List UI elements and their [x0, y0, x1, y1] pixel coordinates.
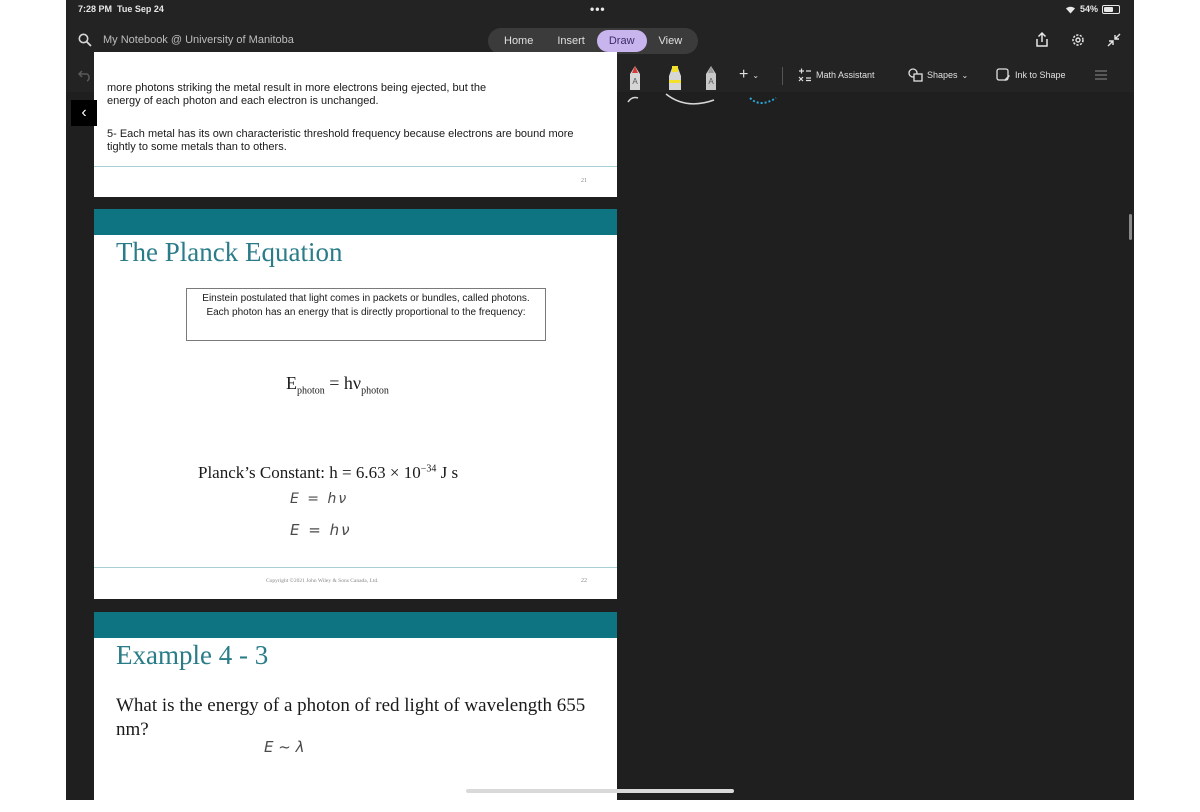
- tab-home[interactable]: Home: [504, 35, 534, 47]
- slide-header-bar: [94, 612, 617, 638]
- ink-to-shape-label: Ink to Shape: [1015, 70, 1066, 80]
- math-assistant-label: Math Assistant: [816, 70, 875, 80]
- wifi-icon: [1065, 5, 1076, 14]
- shapes-label: Shapes: [927, 70, 958, 80]
- share-icon[interactable]: [1034, 32, 1050, 48]
- slide-23: [94, 612, 617, 812]
- slide-copyright: Copyright ©2021 John Wiley & Sons Canada, Ltd.: [266, 578, 379, 584]
- example-question: What is the energy of a photon of red light of wavelength 655 nm?: [116, 695, 586, 740]
- svg-text:A: A: [708, 77, 714, 86]
- math-icon: [798, 68, 812, 82]
- slide-title: Example 4 - 3: [116, 640, 269, 670]
- pen-gray-tool[interactable]: [704, 60, 718, 90]
- status-time: 7:28 PM Tue Sep 24: [78, 4, 164, 14]
- back-button[interactable]: [71, 100, 97, 126]
- notebook-name[interactable]: My Notebook @ University of Manitoba: [103, 34, 294, 46]
- add-pen-button[interactable]: [739, 66, 759, 84]
- slide-title: The Planck Equation: [116, 237, 343, 267]
- slide-page-number: 21: [581, 178, 587, 184]
- slide-header-bar: [94, 209, 617, 235]
- status-right: [1065, 4, 1120, 14]
- slide-22: [94, 209, 617, 599]
- shapes-icon: [908, 68, 923, 82]
- scroll-handle[interactable]: [1129, 214, 1132, 240]
- battery-percent: 54%: [1079, 4, 1098, 14]
- chevron-down-icon: ⌄: [752, 70, 760, 80]
- ink-note-3: E ~ λ: [264, 738, 305, 756]
- planck-constant: Planck’s Constant: $h = 6.63 \times 10^{-34}$ J s: [198, 463, 459, 482]
- settings-icon[interactable]: [1070, 32, 1086, 48]
- slide-rule: [94, 567, 617, 568]
- battery-icon: [1102, 5, 1120, 14]
- slide-page-number: 22: [581, 578, 587, 584]
- page-canvas[interactable]: [66, 82, 1134, 800]
- collapse-icon[interactable]: [1106, 32, 1122, 48]
- chevron-down-icon: ⌄: [961, 70, 969, 80]
- ink-note-2: E = hν: [290, 521, 352, 539]
- ink-scribbles: [626, 92, 806, 112]
- svg-text:A: A: [632, 77, 638, 86]
- ink-to-shape-button[interactable]: [996, 68, 1066, 82]
- definition-text: Einstein postulated that light comes in packets or bundles, called photons. Each photon has an energy that is directly proportional to the frequency:: [202, 293, 530, 318]
- multitasking-dots[interactable]: •••: [590, 2, 606, 16]
- plus-icon: +: [739, 66, 749, 83]
- ipad-screen: [66, 0, 1134, 800]
- highlighter-yellow-tool[interactable]: [668, 60, 682, 90]
- slide-21-point-5: 5- Each metal has its own characteristic threshold frequency because electrons are bound more tightly to some metals than to others.: [107, 128, 574, 153]
- ink-to-shape-icon: [996, 68, 1011, 82]
- ribbon-tabs: [488, 28, 698, 54]
- tab-draw[interactable]: Draw: [597, 30, 647, 52]
- planck-equation: $E_{photon} = h\nu_{photon}$: [286, 373, 389, 397]
- tab-insert[interactable]: Insert: [557, 35, 585, 47]
- chevron-left-icon: ‹: [81, 104, 87, 121]
- pen-red-tool[interactable]: [628, 60, 642, 90]
- definition-box: [186, 288, 546, 341]
- slide-rule: [94, 166, 617, 167]
- toolbar-divider: [782, 67, 783, 85]
- shapes-button[interactable]: [908, 68, 968, 82]
- slide-21: [94, 52, 617, 197]
- tab-view[interactable]: View: [658, 35, 683, 47]
- undo-icon[interactable]: [78, 69, 92, 81]
- home-indicator[interactable]: [466, 789, 734, 793]
- slide-21-line: energy of each photon and each electron is unchanged.: [107, 95, 379, 107]
- math-assistant-button[interactable]: [798, 68, 875, 82]
- search-icon[interactable]: [78, 33, 92, 47]
- ink-note-1: E = hν: [290, 491, 349, 507]
- more-tools-icon[interactable]: [1094, 69, 1108, 83]
- status-bar: [66, 0, 1134, 20]
- slide-21-cut-line: more photons striking the metal result in more electrons being ejected, but the: [107, 82, 487, 94]
